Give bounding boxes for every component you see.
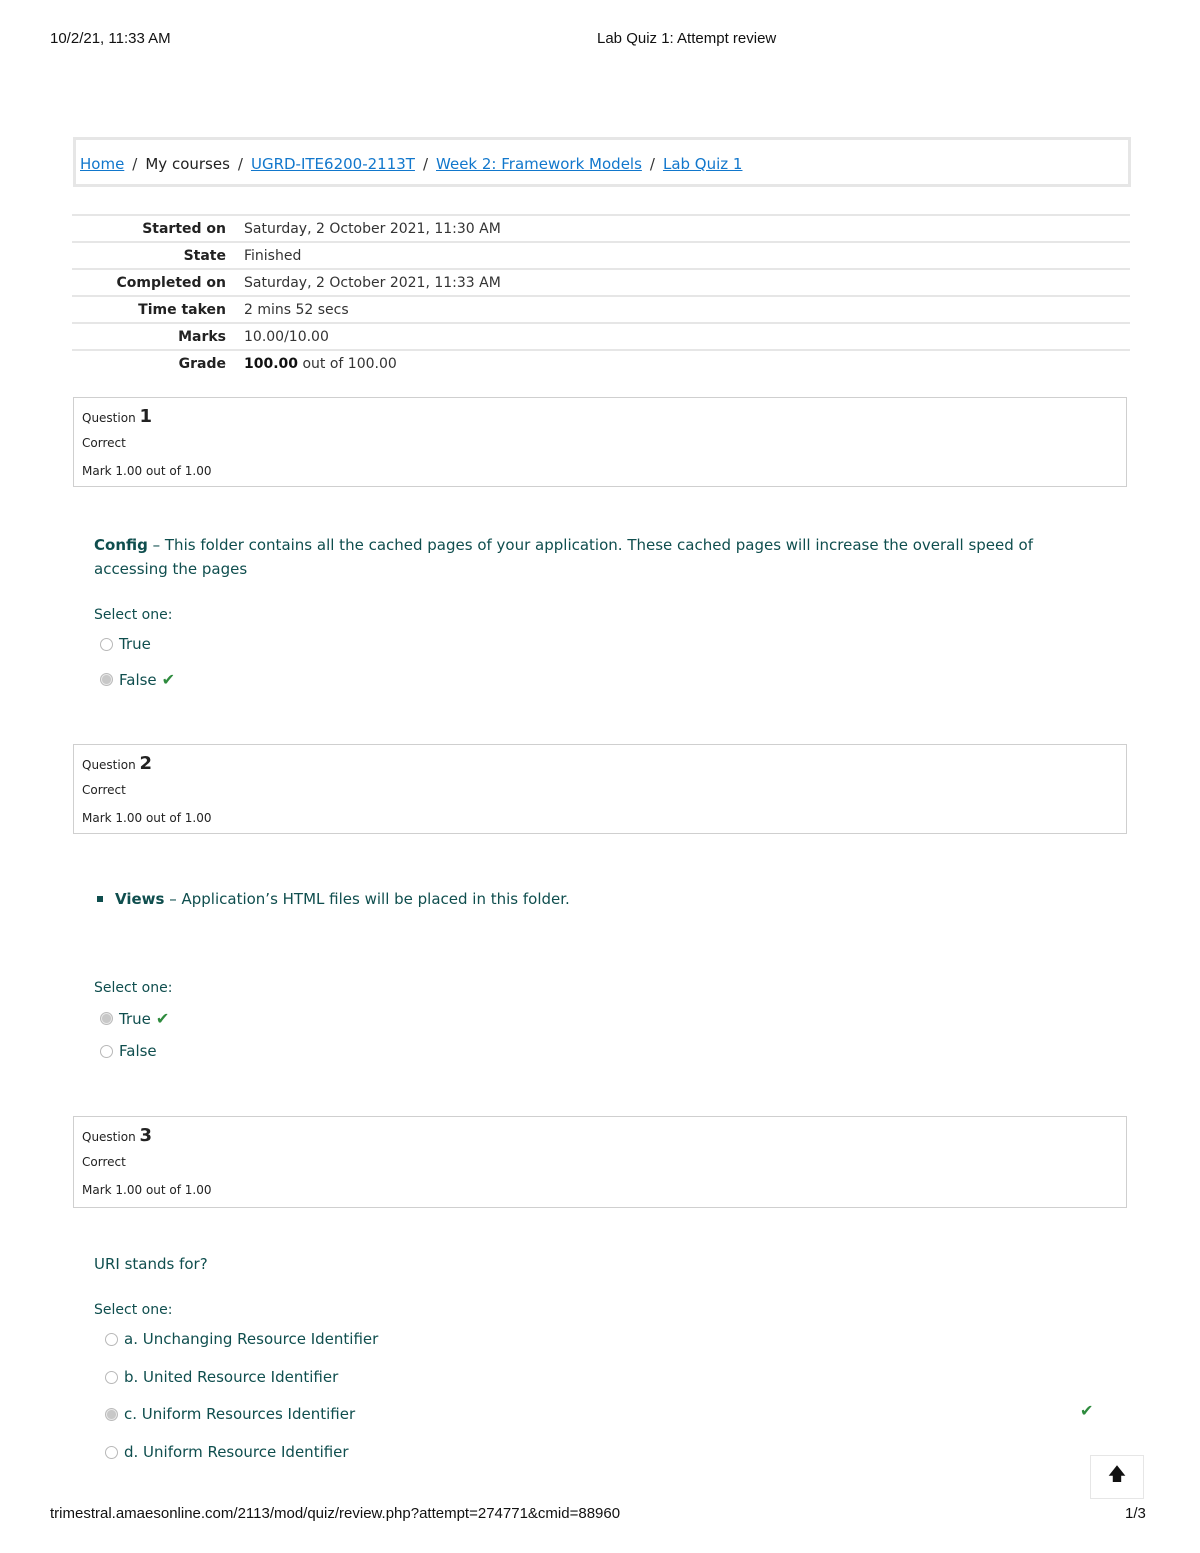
- q3-option-a[interactable]: [105, 1330, 378, 1348]
- arrow-up-icon: 🡅: [1107, 1464, 1127, 1485]
- radio-button[interactable]: [105, 1333, 118, 1346]
- option-label: d. Uniform Resource Identifier: [124, 1443, 349, 1461]
- marks-label: Marks: [72, 323, 244, 350]
- attempt-summary-table: [72, 214, 1130, 376]
- q1-option-false[interactable]: [100, 670, 175, 689]
- summary-row-grade: [72, 350, 1130, 376]
- time-taken-label: Time taken: [72, 296, 244, 323]
- question-text-1: [94, 533, 1104, 581]
- question-number-value: 3: [139, 1125, 153, 1146]
- question-state: Correct: [82, 436, 126, 450]
- question-label: Question: [82, 411, 136, 425]
- state-value: Finished: [244, 242, 1130, 269]
- q2-option-true[interactable]: [100, 1009, 169, 1028]
- breadcrumb-separator: /: [132, 155, 138, 173]
- question-label: Question: [82, 1130, 136, 1144]
- bullet-icon: [97, 896, 103, 902]
- breadcrumb-separator: /: [237, 155, 243, 173]
- breadcrumb-my-courses: My courses: [145, 155, 230, 173]
- select-one-label: Select one:: [94, 607, 173, 623]
- print-url: trimestral.amaesonline.com/2113/mod/quiz/review.php?attempt=274771&cmid=88960: [50, 1505, 621, 1522]
- question-info-2: [73, 744, 1127, 834]
- summary-row-started: [72, 215, 1130, 242]
- option-label: b. United Resource Identifier: [124, 1368, 339, 1386]
- grade-value: [244, 350, 1130, 376]
- question-term: Views: [115, 890, 165, 908]
- grade-out-of: out of 100.00: [302, 355, 397, 372]
- check-icon: ✔: [161, 670, 176, 689]
- option-label: True: [119, 635, 151, 653]
- breadcrumb-course-link[interactable]: UGRD-ITE6200-2113T: [250, 155, 415, 173]
- option-label: False: [119, 1042, 157, 1060]
- print-title: Lab Quiz 1: Attempt review: [597, 30, 777, 47]
- question-number: [82, 1125, 152, 1146]
- started-on-value: Saturday, 2 October 2021, 11:30 AM: [244, 215, 1130, 242]
- question-state: Correct: [82, 1155, 126, 1169]
- breadcrumb-home-link[interactable]: Home: [80, 155, 125, 173]
- option-label: False: [119, 670, 157, 689]
- option-label: a. Unchanging Resource Identifier: [124, 1330, 379, 1348]
- question-number: [82, 406, 152, 427]
- radio-button[interactable]: [105, 1446, 118, 1459]
- question-state: Correct: [82, 783, 126, 797]
- question-mark: Mark 1.00 out of 1.00: [82, 811, 212, 825]
- question-body: – Application’s HTML files will be placed in this folder.: [164, 890, 570, 908]
- option-label: True: [119, 1009, 151, 1028]
- q3-option-c[interactable]: [105, 1405, 355, 1423]
- option-label: c. Uniform Resources Identifier: [124, 1405, 356, 1423]
- question-info-3: [73, 1116, 1127, 1208]
- summary-row-state: [72, 242, 1130, 269]
- grade-score: 100.00: [244, 355, 299, 372]
- question-body: – This folder contains all the cached pages of your application. These cached pages will increase the overall speed of accessing the pages: [94, 536, 1033, 578]
- question-number: [82, 753, 152, 774]
- print-datetime: 10/2/21, 11:33 AM: [50, 30, 171, 47]
- marks-value: 10.00/10.00: [244, 323, 1130, 350]
- radio-button-selected[interactable]: [100, 1012, 113, 1025]
- breadcrumb: [80, 155, 742, 173]
- time-taken-value: 2 mins 52 secs: [244, 296, 1130, 323]
- question-number-value: 1: [139, 406, 153, 427]
- radio-button[interactable]: [100, 638, 113, 651]
- question-text-2: [97, 887, 570, 911]
- question-term: Config: [94, 536, 148, 554]
- q3-option-b[interactable]: [105, 1368, 338, 1386]
- question-mark: Mark 1.00 out of 1.00: [82, 1183, 212, 1197]
- radio-button[interactable]: [100, 1045, 113, 1058]
- radio-button[interactable]: [105, 1371, 118, 1384]
- breadcrumb-week-link[interactable]: Week 2: Framework Models: [436, 155, 642, 173]
- back-to-top-button[interactable]: [1090, 1455, 1144, 1499]
- question-text-3: URI stands for?: [94, 1255, 208, 1273]
- breadcrumb-separator: /: [649, 155, 655, 173]
- summary-row-completed: [72, 269, 1130, 296]
- state-label: State: [72, 242, 244, 269]
- question-mark: Mark 1.00 out of 1.00: [82, 464, 212, 478]
- q3-option-d[interactable]: [105, 1443, 349, 1461]
- radio-button-selected[interactable]: [105, 1408, 118, 1421]
- print-page-number: 1/3: [1125, 1505, 1146, 1522]
- q1-option-true[interactable]: [100, 635, 151, 653]
- summary-row-marks: [72, 323, 1130, 350]
- check-icon: ✔: [155, 1009, 170, 1028]
- check-icon: ✔: [1080, 1401, 1094, 1420]
- breadcrumb-quiz-link[interactable]: Lab Quiz 1: [662, 155, 743, 173]
- question-info-1: [73, 397, 1127, 487]
- summary-row-time: [72, 296, 1130, 323]
- question-label: Question: [82, 758, 136, 772]
- started-on-label: Started on: [72, 215, 244, 242]
- completed-on-value: Saturday, 2 October 2021, 11:33 AM: [244, 269, 1130, 296]
- grade-label: Grade: [72, 350, 244, 376]
- select-one-label: Select one:: [94, 980, 173, 996]
- question-number-value: 2: [139, 753, 153, 774]
- select-one-label: Select one:: [94, 1302, 173, 1318]
- breadcrumb-separator: /: [422, 155, 429, 173]
- radio-button-selected[interactable]: [100, 673, 113, 686]
- completed-on-label: Completed on: [72, 269, 244, 296]
- q2-option-false[interactable]: [100, 1042, 157, 1060]
